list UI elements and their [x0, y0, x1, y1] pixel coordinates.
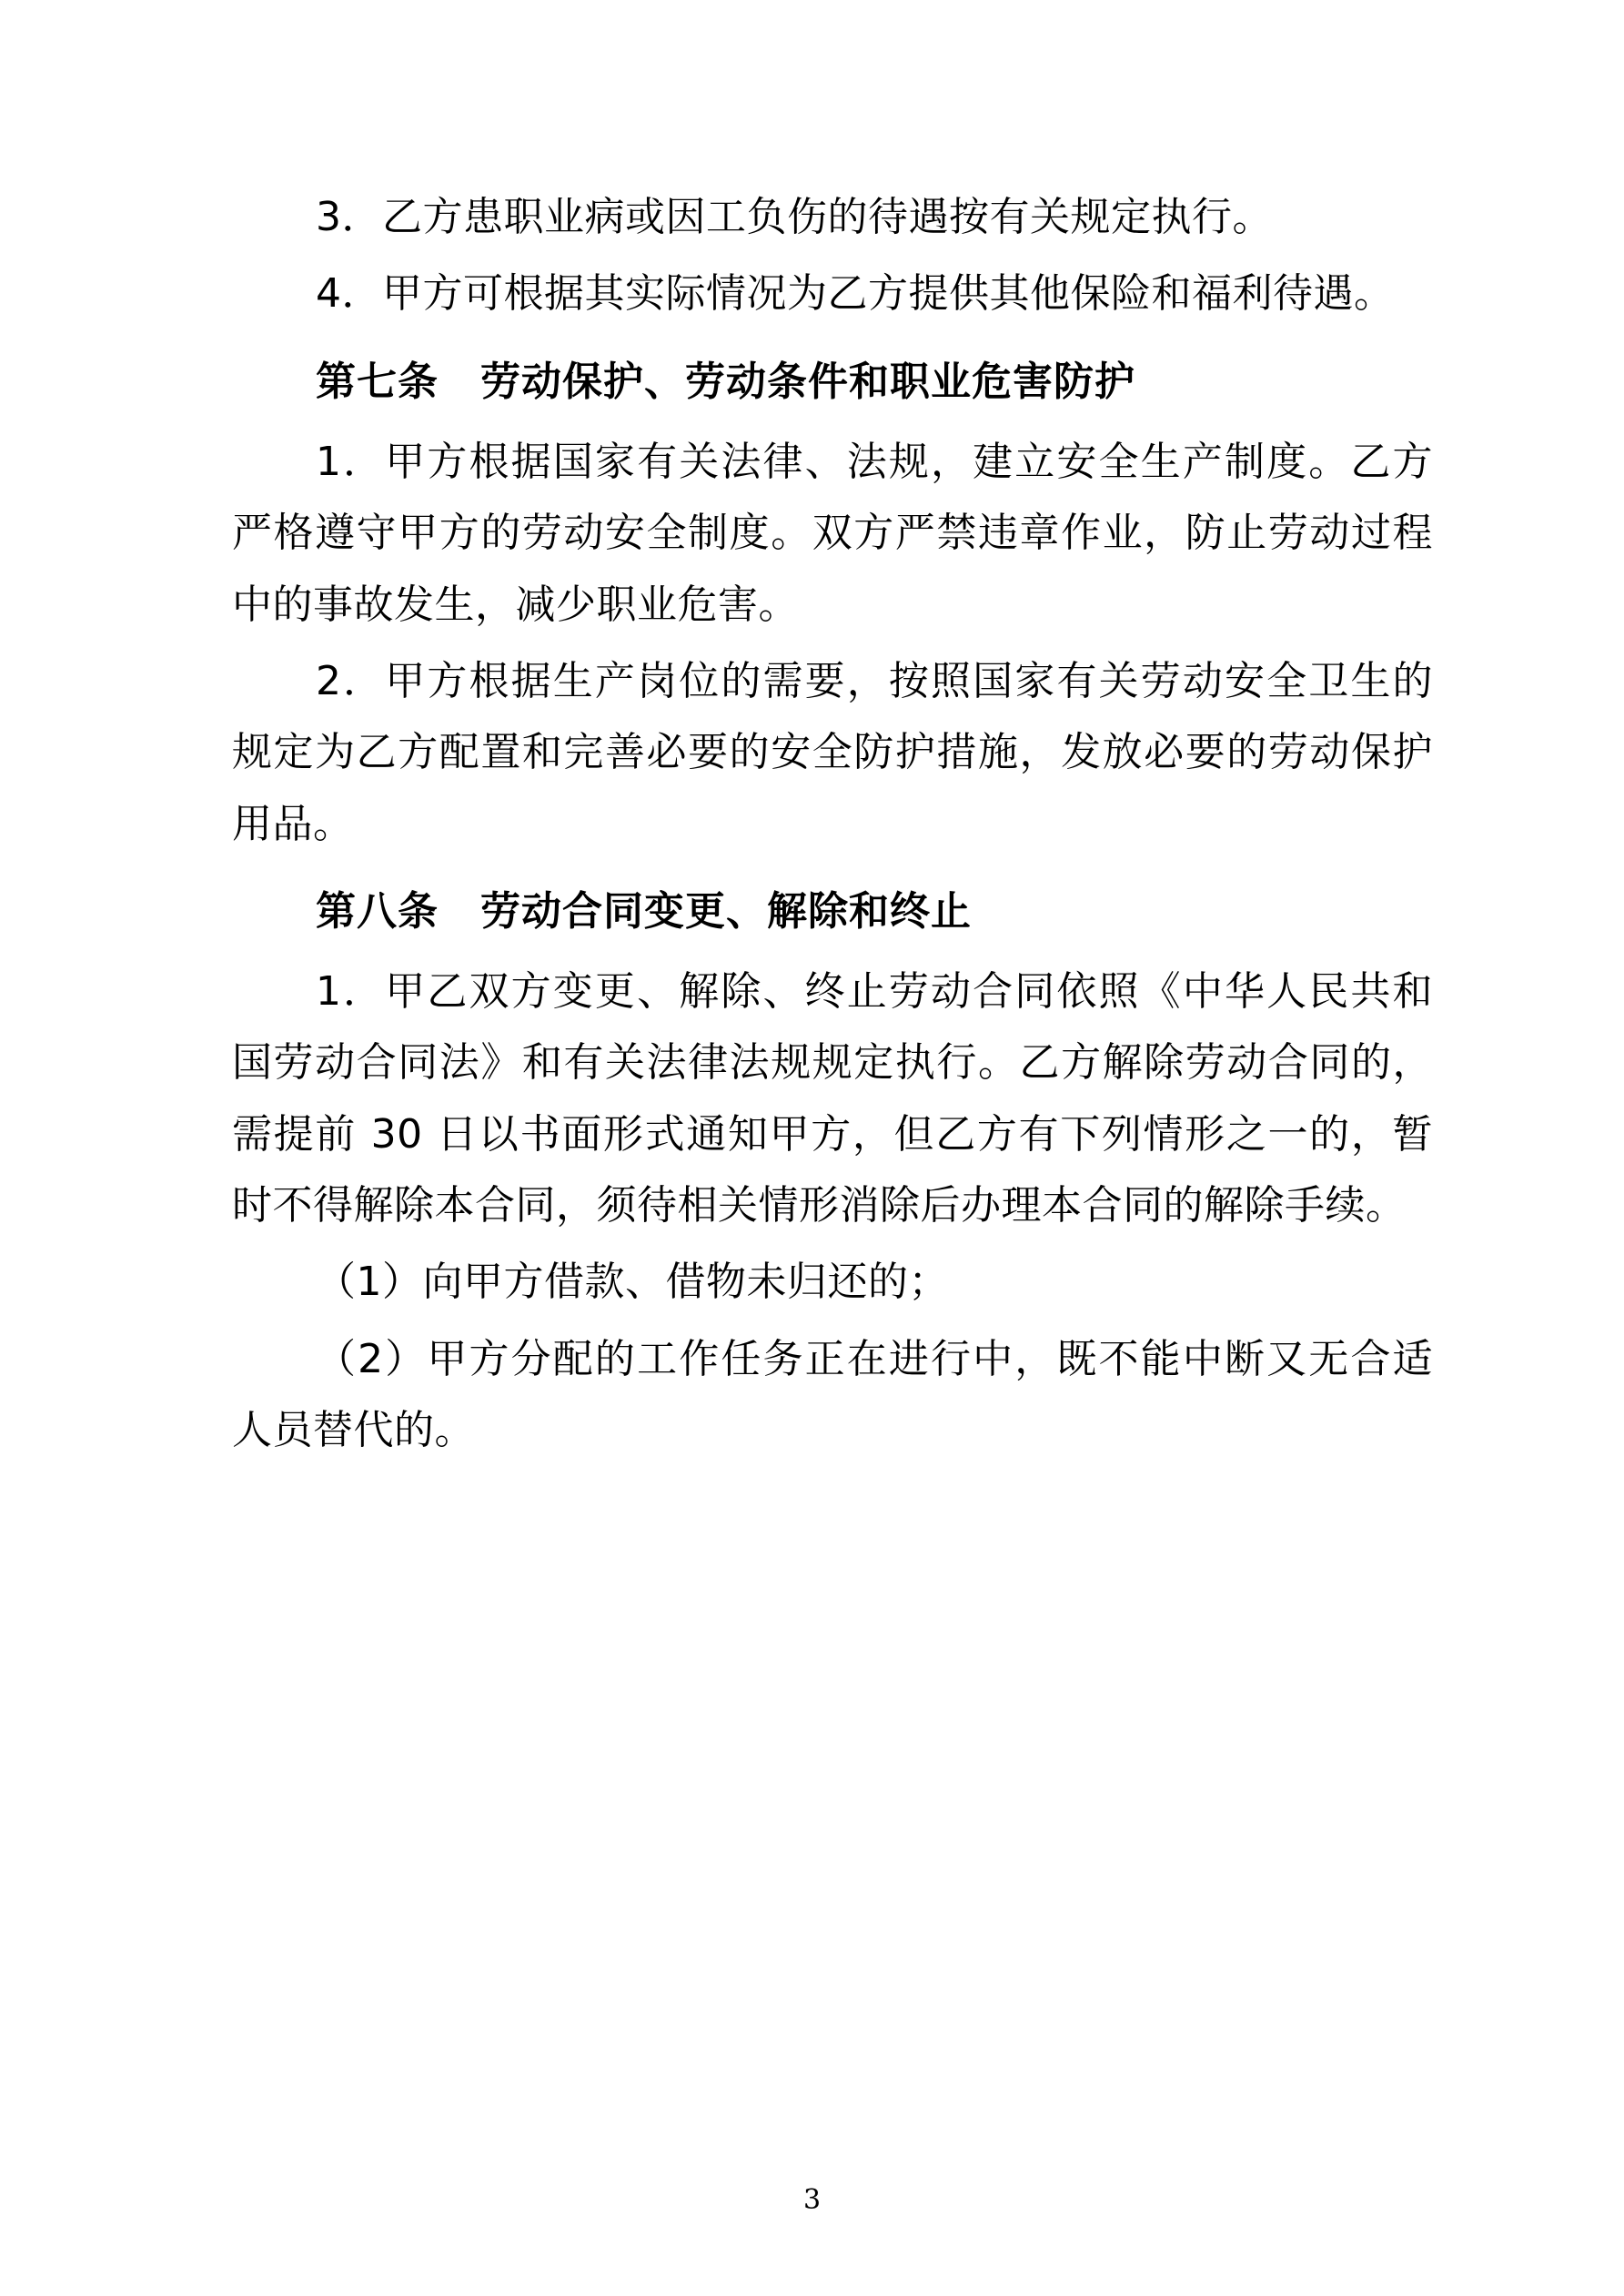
paragraph-item-4-other-insurance: 4．甲方可根据其实际情况为乙方提供其他保险和福利待遇。: [316, 270, 1395, 318]
paragraph-article-7-item-1: 1．甲方根据国家有关法律、法规，建立安全生产制度。乙方严格遵守甲方的劳动安全制度。双方严禁违章作业，防止劳动过程中的事故发生，减少职业危害。: [232, 438, 1433, 628]
article-7-heading: [232, 347, 1433, 418]
article-8-heading: [232, 876, 1433, 947]
article-8-title: 劳动合同变更、解除和终止: [480, 887, 972, 935]
article-7-label: 第七条: [316, 358, 439, 405]
paragraph-article-8-item-1-sub-2: （2）甲方分配的工作任务正在进行中，既不能中断又无合适人员替代的。: [232, 1335, 1433, 1453]
paragraph-article-8-item-1-sub-1: （1）向甲方借款、借物未归还的；: [316, 1259, 949, 1306]
article-8-label: 第八条: [316, 887, 439, 935]
document-body: [232, 182, 1433, 1466]
paragraph-item-3-occupational-disease: 3．乙方患职业病或因工负伤的待遇按有关规定执行。: [316, 194, 1273, 240]
paragraph-article-7-item-2: 2．甲方根据生产岗位的需要，按照国家有关劳动安全卫生的规定为乙方配置和完善必要的安全防护措施，发放必要的劳动保护用品。: [232, 657, 1433, 847]
page-number: 3: [802, 2184, 822, 2216]
paragraph-article-8-item-1: 1．甲乙双方变更、解除、终止劳动合同依照《中华人民共和国劳动合同法》和有关法律法规规定执行。乙方解除劳动合同的，需提前 30 日以书面形式通知甲方，但乙方有下列情形之一的，暂时不得解除本合同，须待相关情形消除后办理本合同的解除手续。: [232, 968, 1433, 1229]
article-7-title: 劳动保护、劳动条件和职业危害防护: [480, 358, 1135, 405]
